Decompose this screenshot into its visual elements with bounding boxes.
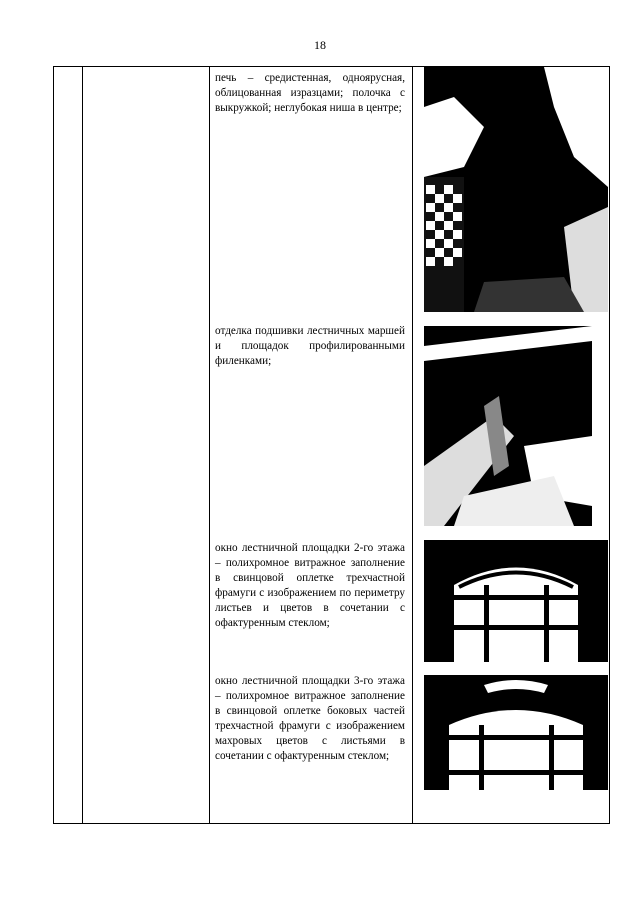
window-3rd-floor-photo [424, 675, 608, 790]
table-row [209, 665, 610, 825]
window-2nd-floor-photo [424, 540, 608, 662]
row-description: окно лестничной площадки 3-го этажа – полихромное витражное заполнение в свинцовой оплетке боковых частей трехчастной фрамуги с изображением махровых цветов с листьями в сочетании с офактуренным стеклом; [215, 675, 405, 762]
table-row [209, 67, 610, 322]
stair-ceiling-photo [424, 326, 592, 526]
page-number: 18 [314, 38, 326, 52]
column-divider [82, 67, 83, 823]
table [53, 66, 610, 824]
table-row [209, 322, 610, 535]
row-description: отделка подшивки лестничных маршей и площадок профилированными филенками; [215, 325, 405, 367]
row-description: печь – средистенная, одноярусная, облицованная изразцами; полочка с выкружкой; неглубокая ниша в центре; [215, 72, 405, 114]
table-row [209, 535, 610, 665]
stove-photo [424, 67, 608, 312]
row-description: окно лестничной площадки 2-го этажа – полихромное витражное заполнение в свинцовой оплетке трехчастной фрамуги с изображением по периметру листьев и цветов в сочетании с офактуренным стеклом; [215, 542, 405, 629]
